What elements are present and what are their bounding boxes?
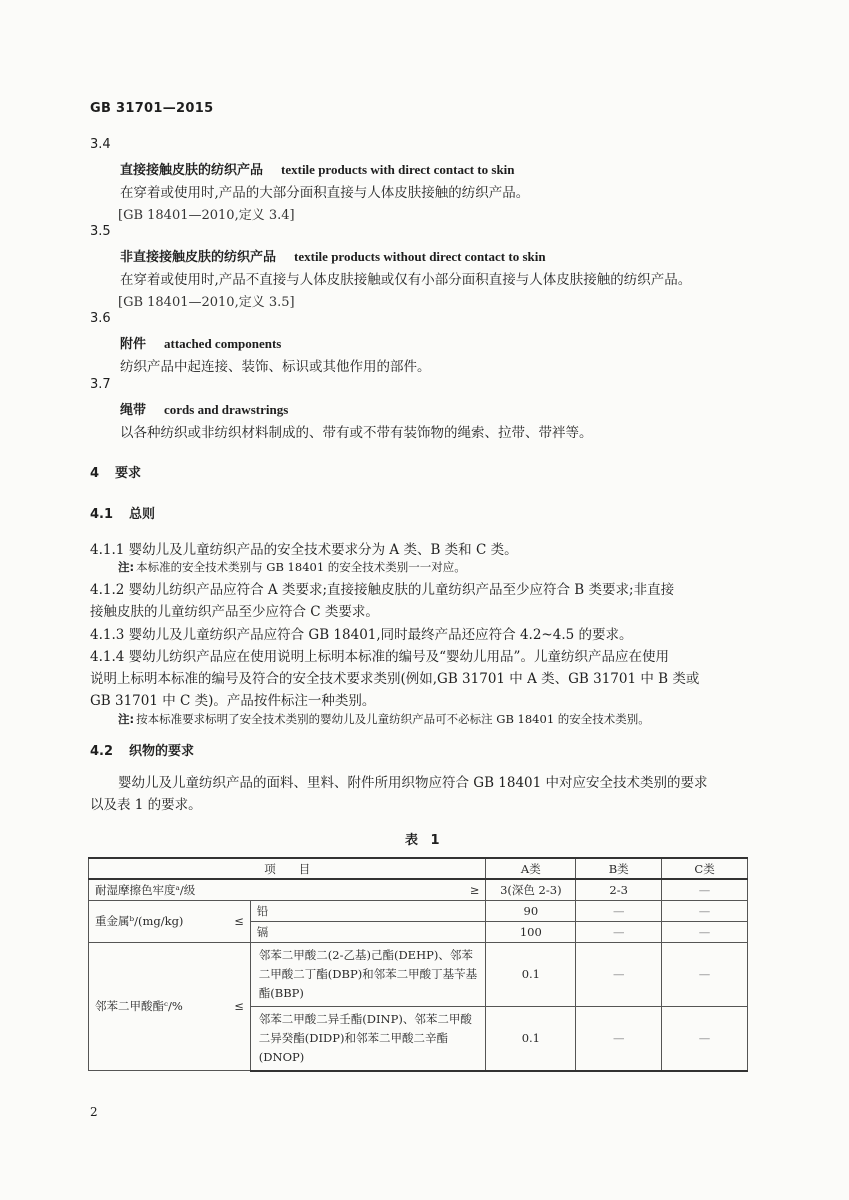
sub-item-lead: 铅 [250, 900, 486, 921]
page-number: 2 [90, 1105, 98, 1119]
term-en: textile products with direct contact to skin [281, 162, 515, 177]
clause-4-1-1: 4.1.1 婴幼儿及儿童纺织产品的安全技术要求分为 A 类、B 类和 C 类。 [90, 542, 518, 558]
note-label: 注: [118, 712, 135, 726]
definition-3-4: 在穿着或使用时,产品的大部分面积直接与人体皮肤接触的纺织产品。 [120, 185, 530, 201]
clause-number-3-5: 3.5 [90, 224, 111, 239]
clause-4-1-4-line-1: 4.1.4 婴幼儿纺织产品应在使用说明上标明本标准的编号及“婴幼儿用品”。儿童纺织产品应在使用 [90, 649, 669, 665]
header-class-c: C类 [662, 858, 748, 879]
term-3-6 [120, 333, 281, 352]
header-item: 项 目 [89, 858, 486, 879]
clause-number-3-7: 3.7 [90, 377, 111, 392]
paragraph-4-2-line-2: 以及表 1 的要求。 [90, 797, 202, 813]
sub-item-phthalate-group-1: 邻苯二甲酸二(2-乙基)己酯(DEHP)、邻苯二甲酸二丁酯(DBP)和邻苯二甲酸丁基苄基酯(BBP) [250, 942, 486, 1006]
clause-4-1-4-line-3: GB 31701 中 C 类)。产品按件标注一种类别。 [90, 693, 376, 709]
paragraph-4-2-line-1: 婴幼儿及儿童纺织产品的面料、里料、附件所用织物应符合 GB 18401 中对应安全技术类别的要求 [118, 775, 708, 791]
table-row [89, 879, 748, 900]
clause-4-1-2-line-1: 4.1.2 婴幼儿纺织产品应符合 A 类要求;直接接触皮肤的儿童纺织产品至少应符合 B 类要求;非直接 [90, 582, 675, 598]
header-class-a: A类 [486, 858, 576, 879]
note-text: 本标准的安全技术类别与 GB 18401 的安全技术类别一一对应。 [136, 560, 466, 574]
section-number: 4.1 [90, 507, 114, 522]
note-4-1-1 [118, 559, 466, 575]
definition-3-7: 以各种纺织或非纺织材料制成的、带有或不带有装饰物的绳索、拉带、带袢等。 [120, 425, 593, 441]
section-heading-4-2 [90, 740, 194, 759]
row-label-wet-rubbing-fastness: 耐湿摩擦色牢度ᵃ/级 [89, 879, 251, 900]
definition-3-6: 纺织产品中起连接、装饰、标识或其他作用的部件。 [120, 359, 431, 375]
clause-4-1-4-line-2: 说明上标明本标准的编号及符合的安全技术要求类别(例如,GB 31701 中 A 类、GB 31701 中 B 类或 [90, 671, 700, 687]
cell-c: — [662, 1006, 748, 1071]
note-text: 按本标准要求标明了安全技术类别的婴幼儿及儿童纺织产品可不必标注 GB 18401 的安全技术类别。 [136, 712, 650, 726]
section-heading-4 [90, 462, 141, 481]
term-3-4 [120, 159, 515, 178]
term-zh: 直接接触皮肤的纺织产品 [120, 163, 264, 178]
row-sign: ≥ [250, 879, 486, 900]
row-sign: ≤ [228, 900, 250, 942]
term-en: textile products without direct contact to skin [294, 249, 546, 264]
table-caption: 表 1 [405, 833, 444, 848]
cell-a: 0.1 [486, 1006, 576, 1071]
note-4-1-4 [118, 711, 650, 727]
term-zh: 非直接接触皮肤的纺织产品 [120, 250, 277, 265]
cell-b: — [576, 900, 662, 921]
section-heading-4-1 [90, 503, 155, 522]
term-zh: 附件 [120, 337, 147, 352]
standard-number-header: GB 31701—2015 [90, 101, 214, 116]
definition-3-5: 在穿着或使用时,产品不直接与人体皮肤接触或仅有小部分面积直接与人体皮肤接触的纺织产品。 [120, 272, 692, 288]
cell-c: — [662, 879, 748, 900]
cell-a: 0.1 [486, 942, 576, 1006]
section-title: 总则 [129, 507, 156, 522]
cell-a: 3(深色 2-3) [486, 879, 576, 900]
section-title: 织物的要求 [129, 744, 195, 759]
clause-number-3-6: 3.6 [90, 311, 111, 326]
cell-b: — [576, 942, 662, 1006]
cell-a: 100 [486, 921, 576, 942]
table-header-row [89, 858, 748, 879]
section-title: 要求 [115, 466, 142, 481]
clause-4-1-2-line-2: 接触皮肤的儿童纺织产品至少应符合 C 类要求。 [90, 604, 379, 620]
header-class-b: B类 [576, 858, 662, 879]
cell-c: — [662, 942, 748, 1006]
term-en: attached components [164, 336, 282, 351]
term-3-5 [120, 246, 546, 265]
clause-4-1-3: 4.1.3 婴幼儿及儿童纺织产品应符合 GB 18401,同时最终产品还应符合 4.2~4.5 的要求。 [90, 627, 633, 643]
section-number: 4 [90, 466, 100, 481]
row-label-heavy-metals: 重金属ᵇ/(mg/kg) [89, 900, 229, 942]
note-label: 注: [118, 560, 135, 574]
table-row [89, 942, 748, 1006]
term-zh: 绳带 [120, 403, 147, 418]
requirements-table [88, 857, 748, 1072]
row-sign: ≤ [228, 942, 250, 1071]
source-3-5: [GB 18401—2010,定义 3.5] [118, 295, 295, 310]
term-en: cords and drawstrings [164, 402, 289, 417]
term-3-7 [120, 399, 288, 418]
cell-a: 90 [486, 900, 576, 921]
cell-b: — [576, 921, 662, 942]
cell-c: — [662, 900, 748, 921]
row-label-phthalates: 邻苯二甲酸酯ᶜ/% [89, 942, 229, 1071]
clause-number-3-4: 3.4 [90, 137, 111, 152]
cell-b: 2-3 [576, 879, 662, 900]
source-3-4: [GB 18401—2010,定义 3.4] [118, 208, 295, 223]
section-number: 4.2 [90, 744, 114, 759]
cell-b: — [576, 1006, 662, 1071]
table-row [89, 900, 748, 921]
sub-item-phthalate-group-2: 邻苯二甲酸二异壬酯(DINP)、邻苯二甲酸二异癸酯(DIDP)和邻苯二甲酸二辛酯(DNOP) [250, 1006, 486, 1071]
cell-c: — [662, 921, 748, 942]
sub-item-cadmium: 镉 [250, 921, 486, 942]
